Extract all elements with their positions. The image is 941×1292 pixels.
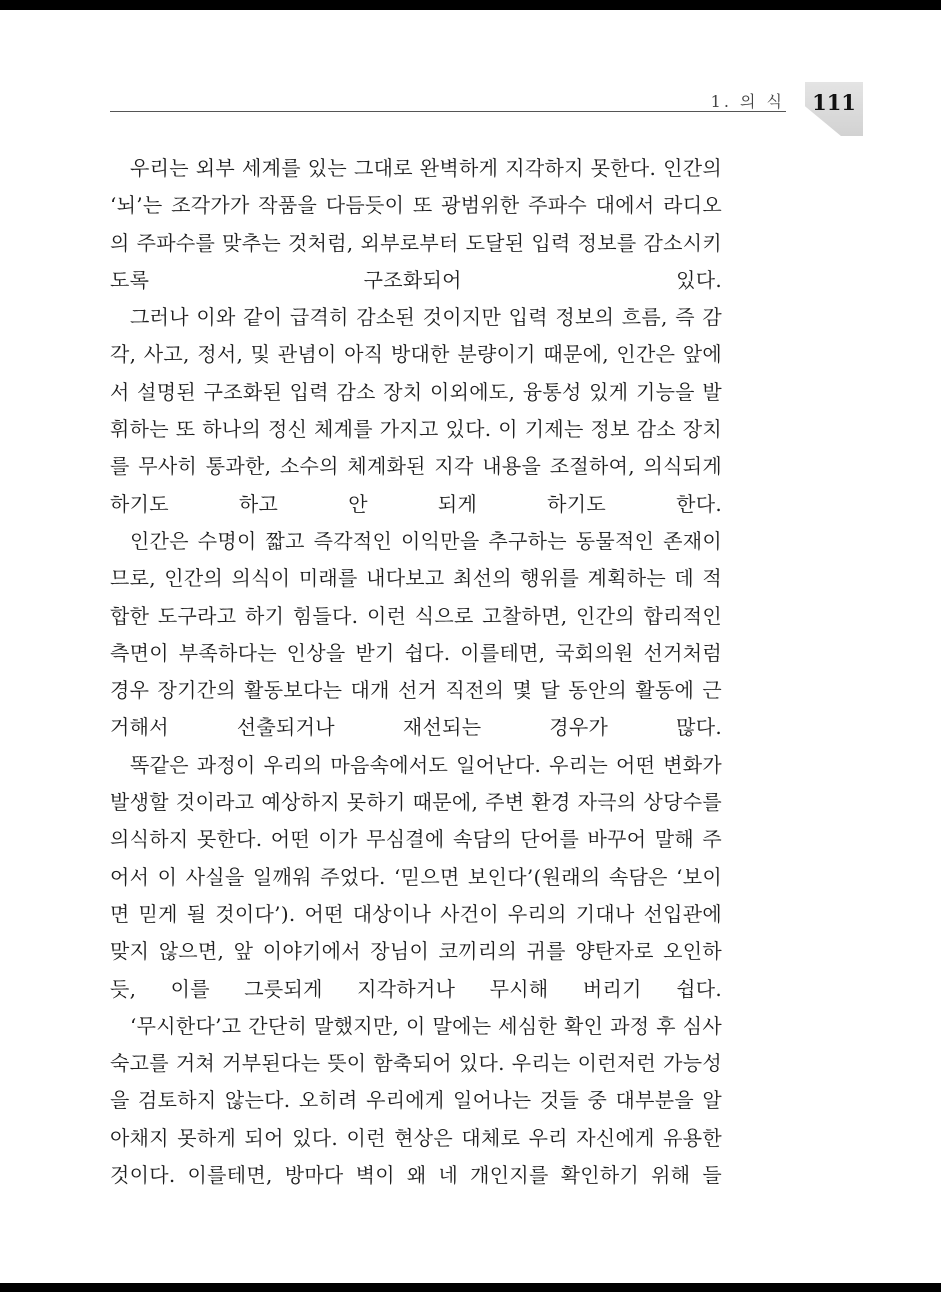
paragraph-4: 똑같은 과정이 우리의 마음속에서도 일어난다. 우리는 어떤 변화가 발생할 것이라고 예상하지 못하기 때문에, 주변 환경 자극의 상당수를 의식하지 못한다. 어떤 이가 무심결에 속담의 단어를 바꾸어 말해 주어서 이 사실을 일깨워 주었다. ‘믿으면 보인다’(원래의 속담은 ‘보이면 믿게 될 것이다’). 어떤 대상이나 사건이 우리의 기대나 선입관에 맞지 않으면, 앞 이야기에서 장님이 코끼리의 귀를 양탄자로 오인하듯, 이를 그릇되게 지각하거나 무시해 버리기 쉽다. bbox=[110, 752, 722, 1001]
paragraph-1: 우리는 외부 세계를 있는 그대로 완벽하게 지각하지 못한다. 인간의 ‘뇌’는 조각가가 작품을 다듬듯이 또 광범위한 주파수 대에서 라디오의 주파수를 맞추는 것처럼, 외부로부터 도달된 입력 정보를 감소시키도록 구조화되어 있다. bbox=[110, 156, 722, 292]
bottom-border bbox=[0, 1283, 941, 1292]
running-head: 1. 의 식 bbox=[710, 92, 785, 111]
paragraph-5: ‘무시한다’고 간단히 말했지만, 이 말에는 세심한 확인 과정 후 심사숙고를 거쳐 거부된다는 뜻이 함축되어 있다. 우리는 이런저런 가능성을 검토하지 않는다. 오히려 우리에게 일어나는 것들 중 대부분을 알아채지 못하게 되어 있다. 이런 현상은 대체로 우리 자신에게 유용한 것이다. 이를테면, 방마다 벽이 왜 네 개인지를 확인하기 위해 들 bbox=[110, 1013, 722, 1188]
paragraph-3: 인간은 수명이 짧고 즉각적인 이익만을 추구하는 동물적인 존재이므로, 인간의 의식이 미래를 내다보고 최선의 행위를 계획하는 데 적합한 도구라고 하기 힘들다. 이런 식으로 고찰하면, 인간의 합리적인 측면이 부족하다는 인상을 받기 쉽다. 이를테면, 국회의원 선거처럼 경우 장기간의 활동보다는 대개 선거 직전의 몇 달 동안의 활동에 근거해서 선출되거나 재선되는 경우가 많다. bbox=[110, 528, 722, 740]
paragraph-2: 그러나 이와 같이 급격히 감소된 것이지만 입력 정보의 흐름, 즉 감각, 사고, 정서, 및 관념이 아직 방대한 분량이기 때문에, 인간은 앞에서 설명된 구조화된 입력 감소 장치 이외에도, 융통성 있게 기능을 발휘하는 또 하나의 정신 체계를 가지고 있다. 이 기제는 정보 감소 장치를 무사히 통과한, 소수의 체계화된 지각 내용을 조절하여, 의식되게 하기도 하고 안 되게 하기도 한다. bbox=[110, 305, 722, 516]
page-number: 111 bbox=[812, 90, 856, 115]
header-rule bbox=[110, 111, 786, 112]
top-border bbox=[0, 0, 941, 10]
body-text bbox=[110, 150, 722, 1194]
